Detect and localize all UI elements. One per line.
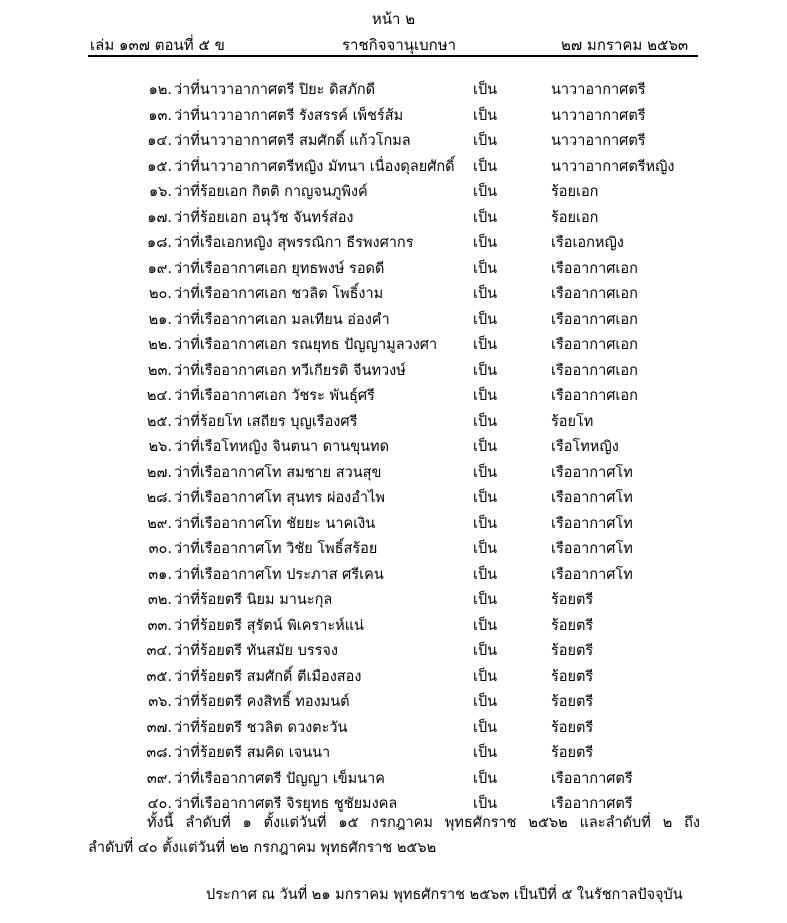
entry-rank: ร้อยตรี <box>551 592 594 608</box>
list-item <box>0 564 787 586</box>
entry-verb: เป็น <box>473 413 498 430</box>
entry-name: ว่าที่ร้อยตรี สมคิด เจนนา <box>174 745 331 761</box>
list-item <box>0 768 787 790</box>
entry-number: ๒๕. <box>146 413 172 430</box>
entry-number: ๓๖. <box>148 694 172 710</box>
entry-number: ๑๓. <box>148 107 172 124</box>
entry-number: ๒๒. <box>148 337 172 353</box>
entry-name: ว่าที่ร้อยเอก กิตติ กาญจนภูพิงค์ <box>174 184 368 200</box>
entry-number: ๒๓. <box>147 362 172 379</box>
entry-rank: เรืออากาศเอก <box>551 311 638 328</box>
entry-verb: เป็น <box>473 439 498 455</box>
entry-number: ๓๗. <box>146 719 172 736</box>
entry-name: ว่าที่เรืออากาศเอก ยุทธพงษ์ รอดดี <box>174 260 385 277</box>
entry-verb: เป็น <box>473 668 498 685</box>
entry-rank: ร้อยตรี <box>551 668 594 685</box>
entry-name: ว่าที่ร้อยเอก อนุวัช จันทร์ส่อง <box>174 209 354 226</box>
entry-number: ๒๘. <box>146 490 172 506</box>
entry-verb: เป็น <box>473 362 498 379</box>
entry-name: ว่าที่เรืออากาศเอก ชวลิต โพธิ์งาม <box>174 286 384 302</box>
list-item <box>0 79 787 101</box>
entry-rank: เรืออากาศโท <box>551 515 633 532</box>
entry-number: ๒๑. <box>148 311 172 328</box>
entry-verb: เป็น <box>473 796 498 812</box>
list-item <box>0 742 787 764</box>
entry-verb: เป็น <box>473 617 498 634</box>
entry-name: ว่าที่ร้อยตรี ชวลิต ดวงตะวัน <box>174 719 348 736</box>
entry-number: ๑๘. <box>147 235 172 251</box>
list-item <box>0 283 787 305</box>
entry-verb: เป็น <box>473 770 498 787</box>
entry-name: ว่าที่นาวาอากาศตรี สมศักดิ์ แก้วโกมล <box>174 133 411 149</box>
entry-number: ๒๙. <box>147 515 172 532</box>
entry-name: ว่าที่ร้อยตรี สุรัตน์ พิเคราะห์แน่ <box>174 617 364 634</box>
entry-rank: เรือเอกหญิง <box>551 235 624 251</box>
list-item <box>0 615 787 637</box>
list-item <box>0 487 787 509</box>
entry-number: ๓๑. <box>148 566 172 583</box>
page-number: หน้า ๒ <box>371 10 416 28</box>
list-item <box>0 462 787 484</box>
entry-rank: นาวาอากาศตรี <box>551 107 646 124</box>
entry-rank: เรืออากาศโท <box>551 566 633 583</box>
entry-verb: เป็น <box>473 515 498 532</box>
entry-rank: นาวาอากาศตรี <box>551 133 646 149</box>
entry-verb: เป็น <box>473 566 498 583</box>
entry-number: ๒๐. <box>148 286 172 302</box>
entry-name: ว่าที่เรืออากาศเอก มลเทียน อ่องคำ <box>174 311 390 328</box>
entry-rank: ร้อยเอก <box>551 209 599 226</box>
entry-number: ๑๖. <box>148 184 172 200</box>
entry-rank: เรืออากาศตรี <box>551 770 633 787</box>
entry-rank: ร้อยตรี <box>551 643 594 659</box>
entry-verb: เป็น <box>473 82 498 98</box>
entry-verb: เป็น <box>473 643 498 659</box>
list-item <box>0 360 787 382</box>
entry-verb: เป็น <box>473 541 498 557</box>
entry-name: ว่าที่ร้อยตรี ทันสมัย บรรจง <box>174 643 338 659</box>
list-item <box>0 334 787 356</box>
entry-name: ว่าที่เรืออากาศโท สุนทร ผ่องอำไพ <box>174 490 385 506</box>
entry-rank: ร้อยตรี <box>551 694 594 710</box>
entry-rank: เรืออากาศโท <box>551 490 633 506</box>
entry-number: ๓๔. <box>146 643 172 659</box>
list-item <box>0 538 787 560</box>
entry-verb: เป็น <box>473 158 498 175</box>
entry-verb: เป็น <box>473 311 498 328</box>
list-item <box>0 105 787 127</box>
entry-rank: เรืออากาศตรี <box>551 796 633 812</box>
entry-number: ๓๘. <box>146 745 172 761</box>
entry-number: ๓๕. <box>146 668 172 685</box>
list-item <box>0 181 787 203</box>
entry-name: ว่าที่ร้อยตรี สมศักดิ์ ตีเมืองสอง <box>174 668 362 685</box>
entry-rank: ร้อยตรี <box>551 719 594 736</box>
entry-name: ว่าที่เรืออากาศโท ประภาส ศรีเคน <box>174 566 384 583</box>
entry-name: ว่าที่เรืออากาศโท ชัยยะ นาคเงิน <box>174 515 376 532</box>
entry-number: ๓๒. <box>147 592 172 608</box>
entry-number: ๓๐. <box>148 541 172 557</box>
entry-name: ว่าที่เรืออากาศเอก ทวีเกียรติ จีนทวงษ์ <box>174 362 406 379</box>
entry-verb: เป็น <box>473 337 498 353</box>
entry-verb: เป็น <box>473 719 498 736</box>
list-item <box>0 513 787 535</box>
entry-rank: เรืออากาศเอก <box>551 388 638 404</box>
entry-rank: นาวาอากาศตรีหญิง <box>551 158 675 175</box>
entry-rank: เรืออากาศโท <box>551 464 633 481</box>
entry-name: ว่าที่เรืออากาศตรี จิรยุทธ ชูชัยมงคล <box>174 796 398 812</box>
entry-verb: เป็น <box>473 286 498 302</box>
effective-date-line-1: ทั้งนี้ ลำดับที่ ๑ ตั้งแต่วันที่ ๑๕ กรกฎาคม พุทธศักราช ๒๕๖๒ และลำดับที่ ๒ ถึง <box>147 815 700 831</box>
entry-name: ว่าที่เรืออากาศโท วิชัย โพธิ์สร้อย <box>174 541 378 557</box>
entry-number: ๒๖. <box>148 439 172 455</box>
list-item <box>0 411 787 433</box>
list-item <box>0 436 787 458</box>
entry-verb: เป็น <box>473 107 498 124</box>
entry-verb: เป็น <box>473 133 498 149</box>
entry-name: ว่าที่เรือเอกหญิง สุพรรณิกา ธีรพงศากร <box>174 235 414 251</box>
entry-name: ว่าที่ร้อยโท เสถียร บุญเรืองศรี <box>174 413 358 430</box>
list-item <box>0 309 787 331</box>
entry-name: ว่าที่นาวาอากาศตรี ปิยะ ดิสภักดี <box>174 82 376 98</box>
entry-rank: เรืออากาศโท <box>551 541 633 557</box>
entry-name: ว่าที่ร้อยตรี คงสิทธิ์ ทองมนต์ <box>174 694 350 710</box>
list-item <box>0 717 787 739</box>
entry-verb: เป็น <box>473 592 498 608</box>
list-item <box>0 156 787 178</box>
list-item <box>0 691 787 713</box>
list-item <box>0 232 787 254</box>
entry-rank: เรือโทหญิง <box>551 439 619 455</box>
entry-name: ว่าที่นาวาอากาศตรี รังสรรค์ เพ็ชร์ส้ม <box>174 107 404 124</box>
entry-rank: ร้อยตรี <box>551 745 594 761</box>
entry-number: ๑๒. <box>148 82 172 98</box>
entry-verb: เป็น <box>473 235 498 251</box>
entry-number: ๓๙. <box>146 770 172 787</box>
entry-number: ๒๔. <box>146 388 172 404</box>
entry-verb: เป็น <box>473 464 498 481</box>
entry-rank: นาวาอากาศตรี <box>551 82 646 98</box>
header-rule <box>88 55 698 57</box>
announcement-date: ประกาศ ณ วันที่ ๒๑ มกราคม พุทธศักราช ๒๕๖๓ เป็นปีที่ ๕ ในรัชกาลปัจจุบัน <box>206 887 683 903</box>
entry-rank: เรืออากาศเอก <box>551 260 638 277</box>
gazette-title: ราชกิจจานุเบกษา <box>342 36 457 54</box>
entry-rank: เรืออากาศเอก <box>551 286 638 302</box>
entry-number: ๑๔. <box>147 133 172 149</box>
entry-verb: เป็น <box>473 694 498 710</box>
entry-number: ๒๗. <box>146 464 172 481</box>
entry-rank: ร้อยเอก <box>551 184 599 200</box>
entry-verb: เป็น <box>473 209 498 226</box>
entry-name: ว่าที่นาวาอากาศตรีหญิง มัทนา เนื่องดุลยศักดิ์ <box>174 158 455 175</box>
effective-date-line-2: ลำดับที่ ๔๐ ตั้งแต่วันที่ ๒๒ กรกฎาคม พุทธศักราช ๒๕๖๒ <box>88 840 437 856</box>
volume-issue: เล่ม ๑๓๗ ตอนที่ ๕ ข <box>90 36 225 54</box>
entry-rank: ร้อยตรี <box>551 617 594 634</box>
entry-name: ว่าที่เรืออากาศเอก รณยุทธ ปัญญามูลวงศา <box>174 337 438 353</box>
entry-verb: เป็น <box>473 388 498 404</box>
list-item <box>0 666 787 688</box>
entry-number: ๑๗. <box>147 209 172 226</box>
entry-verb: เป็น <box>473 490 498 506</box>
entry-number: ๔๐. <box>147 796 172 812</box>
entry-name: ว่าที่ร้อยตรี นิยม มานะกุล <box>174 592 333 608</box>
entry-rank: เรืออากาศเอก <box>551 337 638 353</box>
entry-rank: ร้อยโท <box>551 413 594 430</box>
list-item <box>0 640 787 662</box>
entry-name: ว่าที่เรืออากาศโท สมชาย สวนสุข <box>174 464 382 481</box>
entry-name: ว่าที่เรือโทหญิง จินตนา ดานขุนทด <box>174 439 390 455</box>
entry-number: ๑๙. <box>147 260 172 277</box>
issue-date: ๒๗ มกราคม ๒๕๖๓ <box>561 36 689 54</box>
entry-number: ๓๓. <box>147 617 172 634</box>
entry-verb: เป็น <box>473 260 498 277</box>
list-item <box>0 258 787 280</box>
entry-number: ๑๕. <box>147 158 172 175</box>
entry-verb: เป็น <box>473 184 498 200</box>
list-item <box>0 130 787 152</box>
entry-name: ว่าที่เรืออากาศเอก วัชระ พันธุ์ศรี <box>174 388 375 404</box>
list-item <box>0 207 787 229</box>
entry-name: ว่าที่เรืออากาศตรี ปัญญา เข็มนาค <box>174 770 385 787</box>
list-item <box>0 385 787 407</box>
entry-verb: เป็น <box>473 745 498 761</box>
list-item <box>0 589 787 611</box>
entry-rank: เรืออากาศเอก <box>551 362 638 379</box>
